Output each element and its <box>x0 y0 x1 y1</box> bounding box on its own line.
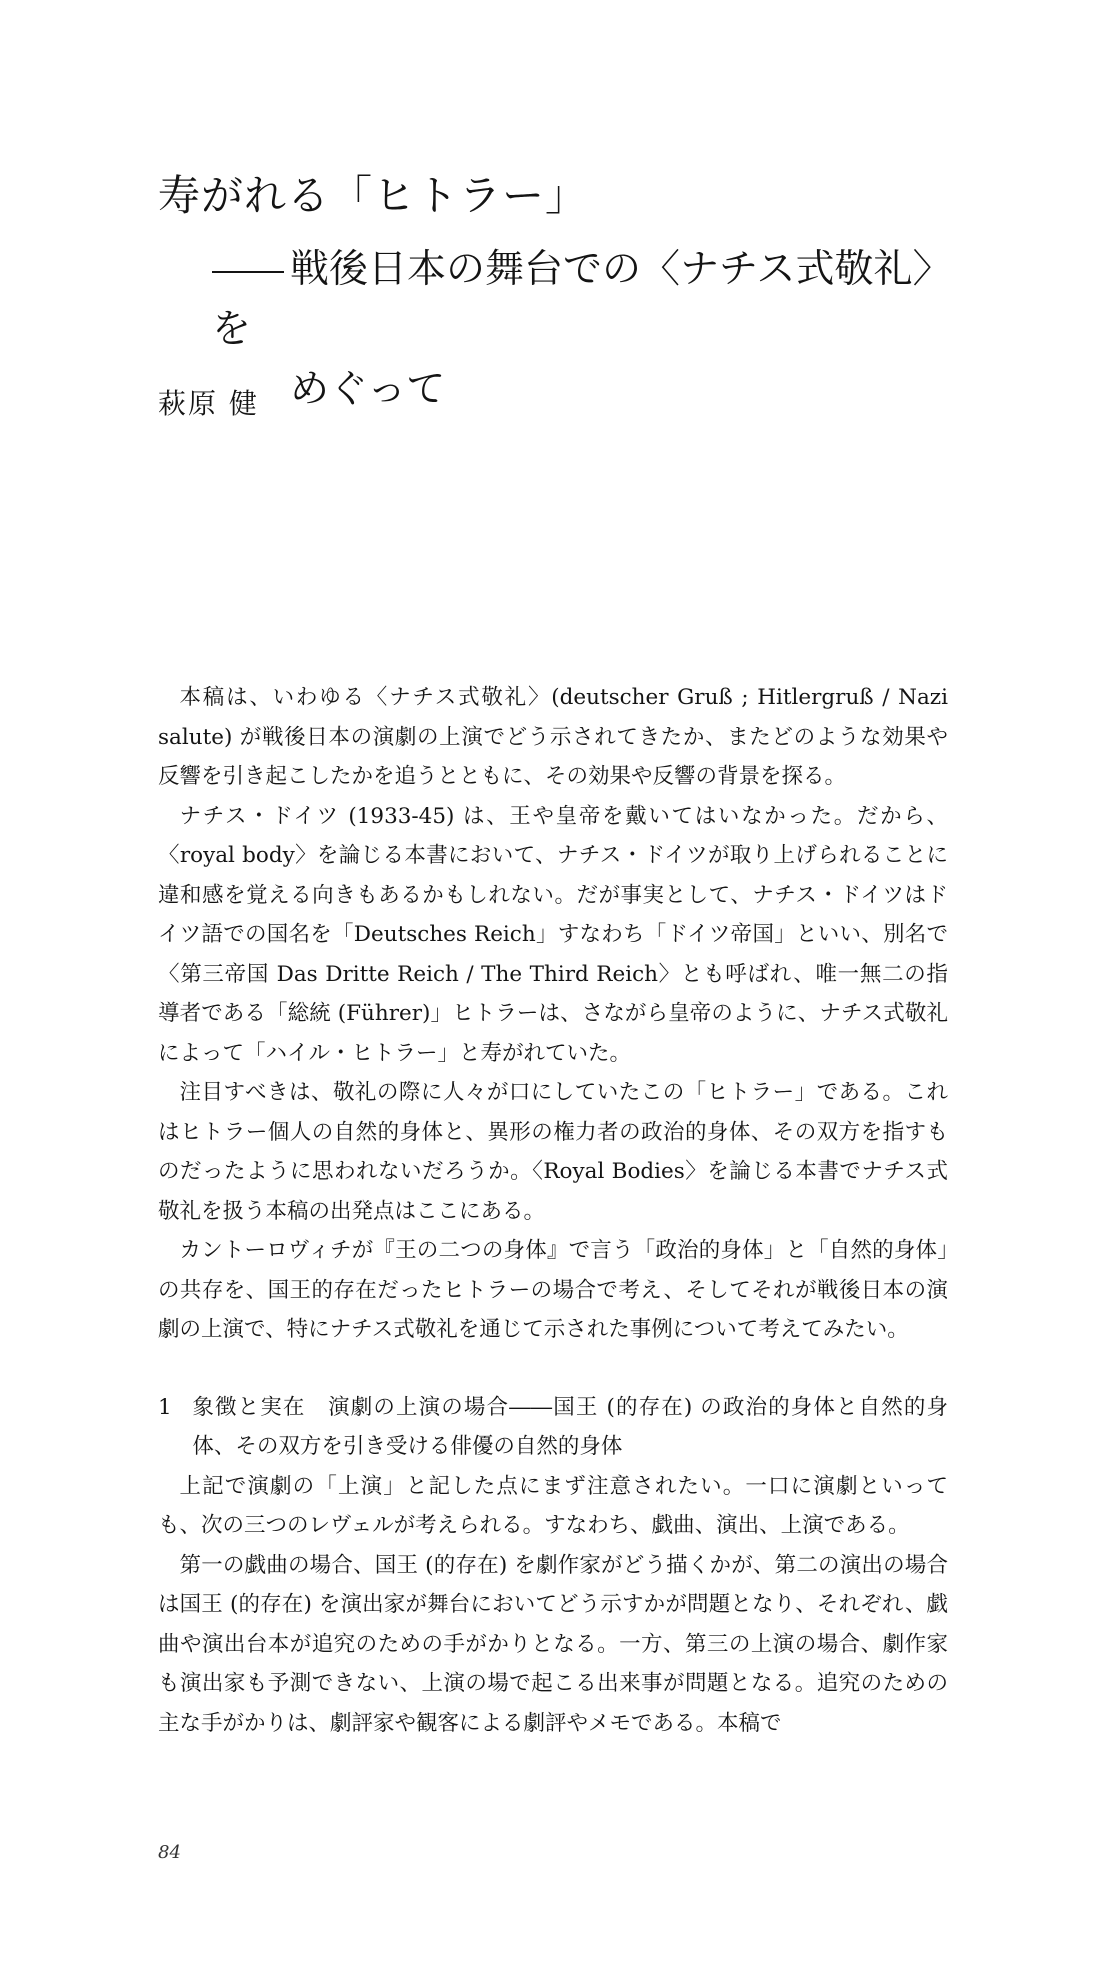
section-heading <box>158 1388 948 1467</box>
body-paragraph: 上記で演劇の「上演」と記した点にまず注意されたい。一口に演劇といっても、次の三つのレヴェルが考えられる。すなわち、戯曲、演出、上演である。 <box>158 1473 948 1538</box>
section-heading-text: 象徴と実在 演劇の上演の場合――国王 (的存在) の政治的身体と自然的身体、その双方を引き受ける俳優の自然的身体 <box>192 1394 948 1459</box>
subtitle-line-1: 戦後日本の舞台での〈ナチス式敬礼〉を <box>212 247 952 352</box>
body-paragraph: カントーロヴィチが『王の二つの身体』で言う「政治的身体」と「自然的身体」の共存を、国王的存在だったヒトラーの場合で考え、そしてそれが戦後日本の演劇の上演で、特にナチス式敬礼を通じて示された事例について考えてみたい。 <box>158 1238 948 1342</box>
page-number: 84 <box>158 1842 181 1863</box>
author-name: 萩原 健 <box>158 387 259 420</box>
subtitle-line-2: めぐって <box>290 367 446 412</box>
article-subtitle <box>212 240 972 420</box>
body-paragraph: 第一の戯曲の場合、国王 (的存在) を劇作家がどう描くかが、第二の演出の場合は国王 (的存在) を演出家が舞台においてどう示すかが問題となり、それぞれ、戯曲や演出台本が追究のための手がかりとなる。一方、第三の上演の場合、劇作家も演出家も予測できない、上演の場で起こる出来事が問題となる。追究のための主な手がかりは、劇評家や観客による劇評やメモである。本稿で <box>158 1552 948 1736</box>
body-paragraph: ナチス・ドイツ (1933-45) は、王や皇帝を戴いてはいなかった。だから、〈royal body〉を論じる本書において、ナチス・ドイツが取り上げられることに違和感を覚える向きもあるかもしれない。だが事実として、ナチス・ドイツはドイツ語での国名を「Deutsches Reich」すなわち「ドイツ帝国」といい、別名で〈第三帝国 Das Dritte Reich / The Third Reich〉とも呼ばれ、唯一無二の指導者である「総統 (Führer)」ヒトラーは、さながら皇帝のように、ナチス式敬礼によって「ハイル・ヒトラー」と寿がれていた。 <box>158 803 948 1066</box>
article-title: 寿がれる「ヒトラー」 <box>158 171 589 220</box>
em-dash-rule <box>212 271 284 273</box>
body-paragraph: 注目すべきは、敬礼の際に人々が口にしていたこの「ヒトラー」である。これはヒトラー個人の自然的身体と、異形の権力者の政治的身体、その双方を指すものだったように思われないだろうか。〈Royal Bodies〉を論じる本書でナチス式敬礼を扱う本稿の出発点はここにある。 <box>158 1080 948 1224</box>
section-number: 1 <box>158 1394 172 1420</box>
article-body <box>158 678 948 1743</box>
body-paragraph: 本稿は、いわゆる〈ナチス式敬礼〉(deutscher Gruß ; Hitlergruß / Nazi salute) が戦後日本の演劇の上演でどう示されてきたか、またどのような効果や反響を引き起こしたかを追うとともに、その効果や反響の背景を探る。 <box>158 685 948 789</box>
